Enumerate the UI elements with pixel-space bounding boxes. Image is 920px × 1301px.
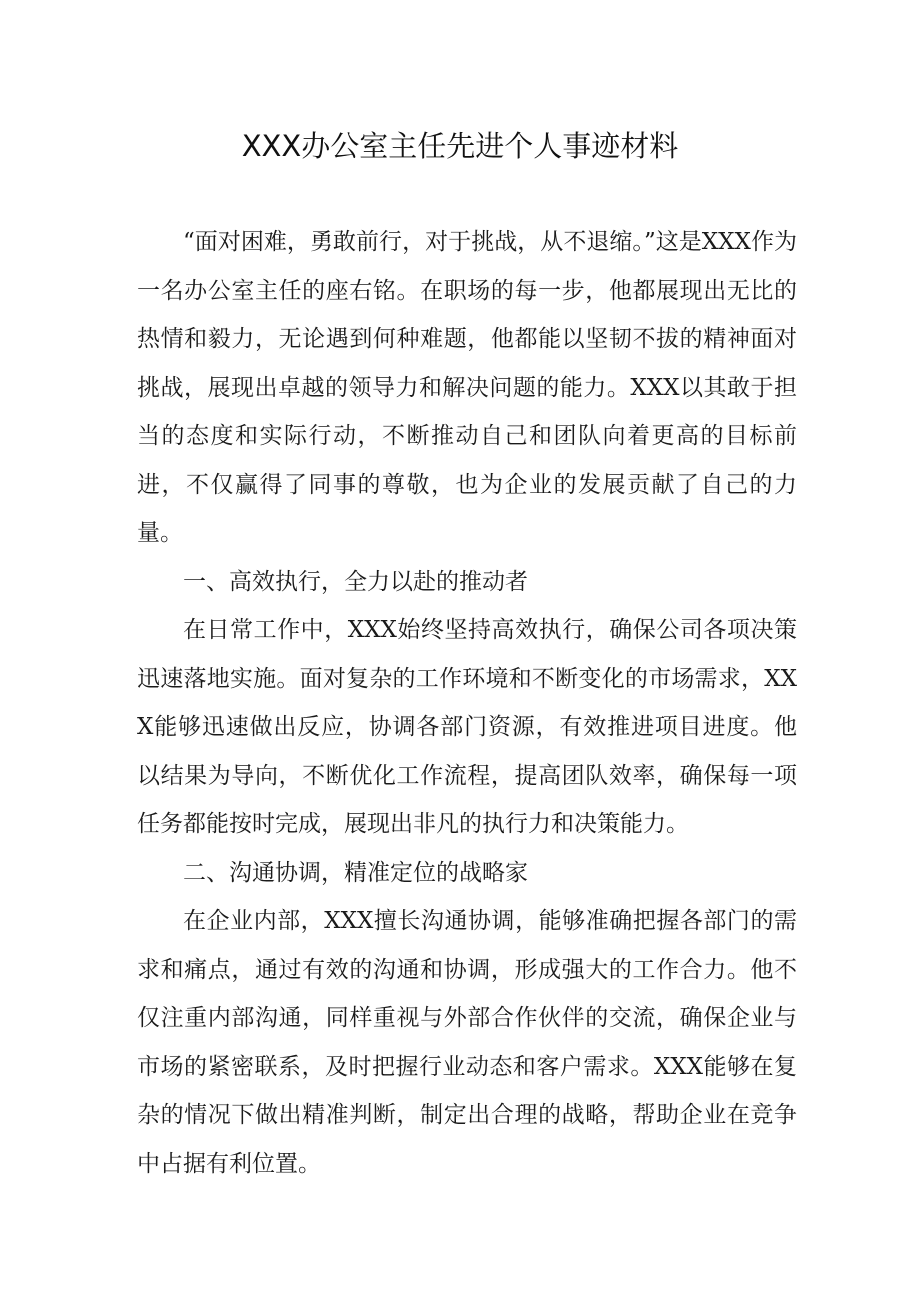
document-body bbox=[137, 218, 797, 1188]
paragraph-section-2: 在企业内部，XXX擅长沟通协调，能够准确把握各部门的需求和痛点，通过有效的沟通和协调，形成强大的工作合力。他不仅注重内部沟通，同样重视与外部合作伙伴的交流，确保企业与市场的紧密联系，及时把握行业动态和客户需求。XXX能够在复杂的情况下做出精准判断，制定出合理的战略，帮助企业在竞争中占据有利位置。 bbox=[137, 908, 797, 1177]
document-title: XXX办公室主任先进个人事迹材料 bbox=[241, 129, 679, 163]
section-heading-2: 二、沟通协调，精准定位的战略家 bbox=[183, 859, 528, 886]
paragraph-section-1: 在日常工作中，XXX始终坚持高效执行，确保公司各项决策迅速落地实施。面对复杂的工作环境和不断变化的市场需求，XXX能够迅速做出反应，协调各部门资源，有效推进项目进度。他以结果为导向，不断优化工作流程，提高团队效率，确保每一项任务都能按时完成，展现出非凡的执行力和决策能力。 bbox=[137, 617, 797, 837]
section-heading-1: 一、高效执行，全力以赴的推动者 bbox=[183, 568, 528, 595]
paragraph-intro: “面对困难，勇敢前行，对于挑战，从不退缩。”这是XXX作为一名办公室主任的座右铭。在职场的每一步，他都展现出无比的热情和毅力，无论遇到何种难题，他都能以坚韧不拔的精神面对挑战，展现出卓越的领导力和解决问题的能力。XXX以其敢于担当的态度和实际行动，不断推动自己和团队向着更高的目标前进，不仅赢得了同事的尊敬，也为企业的发展贡献了自己的力量。 bbox=[137, 229, 797, 546]
